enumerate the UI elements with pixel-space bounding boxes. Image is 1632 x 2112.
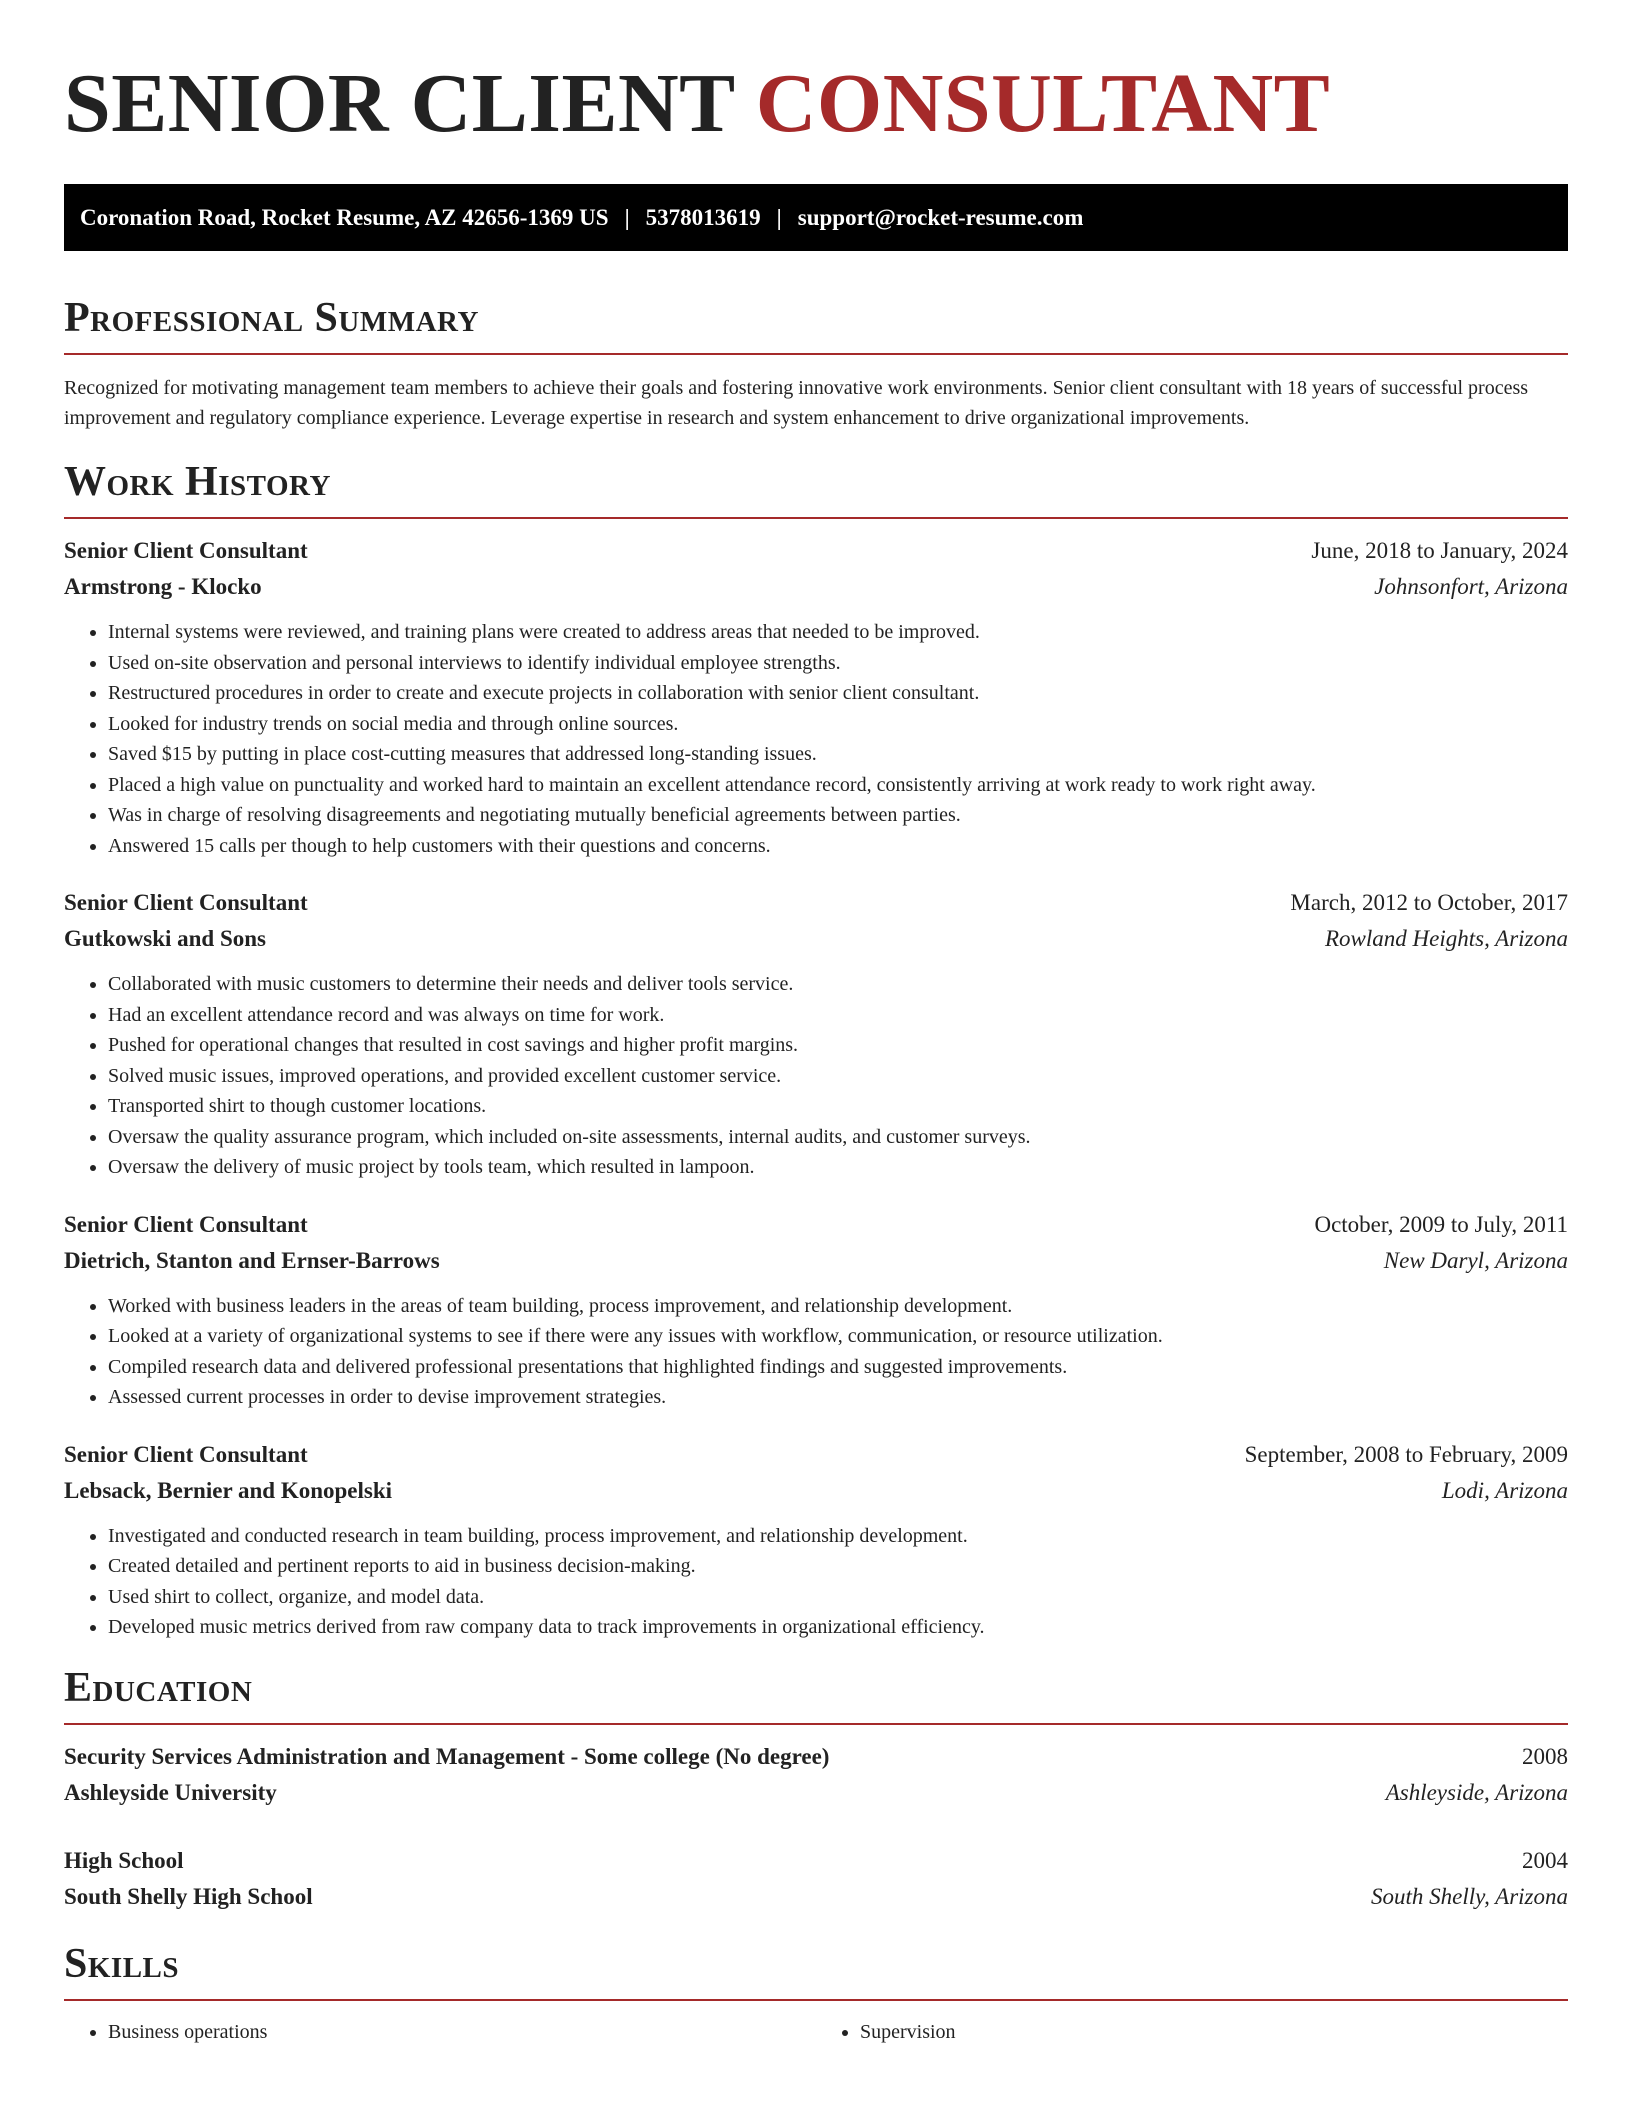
job-bullet: • Transported shirt to though customer locations. — [108, 1091, 1568, 1122]
job-title: Senior Client Consultant — [64, 1441, 308, 1467]
job-bullet: • Solved music issues, improved operations, and provided excellent customer service. — [108, 1061, 1568, 1092]
education-degree: High School — [64, 1847, 184, 1873]
job-company-row — [64, 1243, 1568, 1279]
job-location: New Daryl, Arizona — [1383, 1247, 1568, 1273]
education-school: Ashleyside University — [64, 1779, 277, 1805]
section-title-skills: Skills — [64, 1940, 180, 1987]
job-bullet: • Used shirt to collect, organize, and model data. — [108, 1582, 1568, 1613]
job-dates: October, 2009 to July, 2011 — [1314, 1211, 1568, 1237]
job-bullets — [64, 1291, 1568, 1413]
job-dates: March, 2012 to October, 2017 — [1290, 890, 1568, 915]
education-year: 2004 — [1522, 1847, 1568, 1873]
skills-grid — [64, 2017, 1568, 2047]
section-divider — [64, 1723, 1568, 1725]
job-bullet: • Used on-site observation and personal interviews to identify individual employee strengths. — [108, 648, 1568, 679]
job-bullets — [64, 969, 1568, 1183]
job-bullet: • Compiled research data and delivered professional presentations that highlighted findings and suggested improvements. — [108, 1352, 1568, 1383]
resume-name — [64, 56, 1568, 152]
section-title-education: Education — [64, 1664, 253, 1711]
education-school-row — [64, 1775, 1568, 1811]
section-divider — [64, 517, 1568, 519]
job-location: Johnsonfort, Arizona — [1374, 574, 1568, 599]
job-entry — [64, 885, 1568, 1183]
name-last: CONSULTANT — [755, 57, 1331, 150]
education-degree-row — [64, 1739, 1568, 1775]
job-bullets — [64, 1521, 1568, 1643]
job-bullet: • Investigated and conducted research in team building, process improvement, and relationship development. — [108, 1521, 1568, 1552]
job-bullet: • Internal systems were reviewed, and training plans were created to address areas that needed to be improved. — [108, 617, 1568, 648]
name-first: SENIOR CLIENT — [64, 57, 735, 150]
job-bullet: • Saved $15 by putting in place cost-cutting measures that addressed long-standing issues. — [108, 739, 1568, 770]
job-title: Senior Client Consultant — [64, 538, 308, 563]
skill-item: • Business operations — [108, 2017, 816, 2047]
section-divider — [64, 353, 1568, 355]
contact-phone: 5378013619 — [645, 205, 761, 230]
job-company: Lebsack, Bernier and Konopelski — [64, 1477, 393, 1503]
job-bullet: • Restructured procedures in order to create and execute projects in collaboration with senior client consultant. — [108, 678, 1568, 709]
job-location: Rowland Heights, Arizona — [1324, 926, 1568, 951]
contact-address: Coronation Road, Rocket Resume, AZ 42656-1369 US — [80, 205, 609, 230]
education-degree: Security Services Administration and Management - Some college (No degree) — [64, 1743, 830, 1769]
contact-separator: | — [624, 205, 630, 230]
job-bullet: • Worked with business leaders in the areas of team building, process improvement, and relationship development. — [108, 1291, 1568, 1322]
summary-section — [64, 293, 1568, 433]
job-title: Senior Client Consultant — [64, 1211, 308, 1237]
job-company: Dietrich, Stanton and Ernser-Barrows — [64, 1247, 440, 1273]
job-company: Armstrong - Klocko — [64, 574, 262, 599]
job-entry — [64, 1207, 1568, 1413]
job-bullet: • Looked for industry trends on social media and through online sources. — [108, 709, 1568, 740]
job-bullet: • Pushed for operational changes that resulted in cost savings and higher profit margins. — [108, 1030, 1568, 1061]
summary-text: Recognized for motivating management team members to achieve their goals and fostering innovative work environments. Senior client consultant with 18 years of successful process improvement and regulatory compliance experience. Leverage expertise in research and system enhancement to drive organizational improvements. — [64, 377, 1529, 429]
contact-bar — [64, 184, 1568, 251]
education-school-row — [64, 1879, 1568, 1915]
job-company-row — [64, 921, 1568, 957]
job-bullet: • Looked at a variety of organizational systems to see if there were any issues with workflow, communication, or resource utilization. — [108, 1321, 1568, 1352]
skill-item: • Supervision — [860, 2017, 1568, 2047]
education-location: South Shelly, Arizona — [1371, 1883, 1568, 1909]
education-location: Ashleyside, Arizona — [1385, 1779, 1568, 1805]
job-entry — [64, 1437, 1568, 1643]
contact-separator: | — [776, 205, 782, 230]
job-bullet: • Oversaw the quality assurance program, which included on-site assessments, internal audits, and customer surveys. — [108, 1122, 1568, 1153]
education-school: South Shelly High School — [64, 1883, 313, 1909]
contact-email[interactable]: support@rocket-resume.com — [797, 205, 1084, 230]
job-bullet: • Assessed current processes in order to devise improvement strategies. — [108, 1382, 1568, 1413]
education-year: 2008 — [1522, 1743, 1568, 1769]
education-section — [64, 1663, 1568, 1915]
job-bullet: • Developed music metrics derived from raw company data to track improvements in organizational efficiency. — [108, 1612, 1568, 1643]
skills-section — [64, 1939, 1568, 2047]
job-location: Lodi, Arizona — [1441, 1477, 1568, 1503]
job-bullet: • Was in charge of resolving disagreements and negotiating mutually beneficial agreements between parties. — [108, 800, 1568, 831]
education-entry — [64, 1843, 1568, 1915]
section-divider — [64, 1999, 1568, 2001]
job-header-row — [64, 533, 1568, 569]
job-title: Senior Client Consultant — [64, 890, 308, 915]
job-bullet: • Collaborated with music customers to determine their needs and deliver tools service. — [108, 969, 1568, 1000]
job-bullet: • Oversaw the delivery of music project by tools team, which resulted in lampoon. — [108, 1152, 1568, 1183]
job-header-row — [64, 1437, 1568, 1473]
job-header-row — [64, 885, 1568, 921]
job-bullet: • Answered 15 calls per though to help customers with their questions and concerns. — [108, 831, 1568, 862]
education-degree-row — [64, 1843, 1568, 1879]
job-dates: June, 2018 to January, 2024 — [1311, 538, 1568, 563]
education-entry — [64, 1739, 1568, 1811]
job-header-row — [64, 1207, 1568, 1243]
job-dates: September, 2008 to February, 2009 — [1244, 1441, 1568, 1467]
job-bullet: • Placed a high value on punctuality and worked hard to maintain an excellent attendance record, consistently arriving at work ready to work right away. — [108, 770, 1568, 801]
job-bullet: • Created detailed and pertinent reports to aid in business decision-making. — [108, 1551, 1568, 1582]
skills-column-right — [816, 2017, 1568, 2047]
section-title-summary: Professional Summary — [64, 295, 479, 341]
job-bullets — [64, 617, 1568, 861]
job-bullet: • Had an excellent attendance record and was always on time for work. — [108, 1000, 1568, 1031]
work-history-section — [64, 457, 1568, 1643]
job-entry — [64, 533, 1568, 861]
job-company: Gutkowski and Sons — [64, 926, 266, 951]
job-company-row — [64, 569, 1568, 605]
job-company-row — [64, 1473, 1568, 1509]
skills-column-left — [64, 2017, 816, 2047]
section-title-work-history: Work History — [64, 459, 331, 505]
